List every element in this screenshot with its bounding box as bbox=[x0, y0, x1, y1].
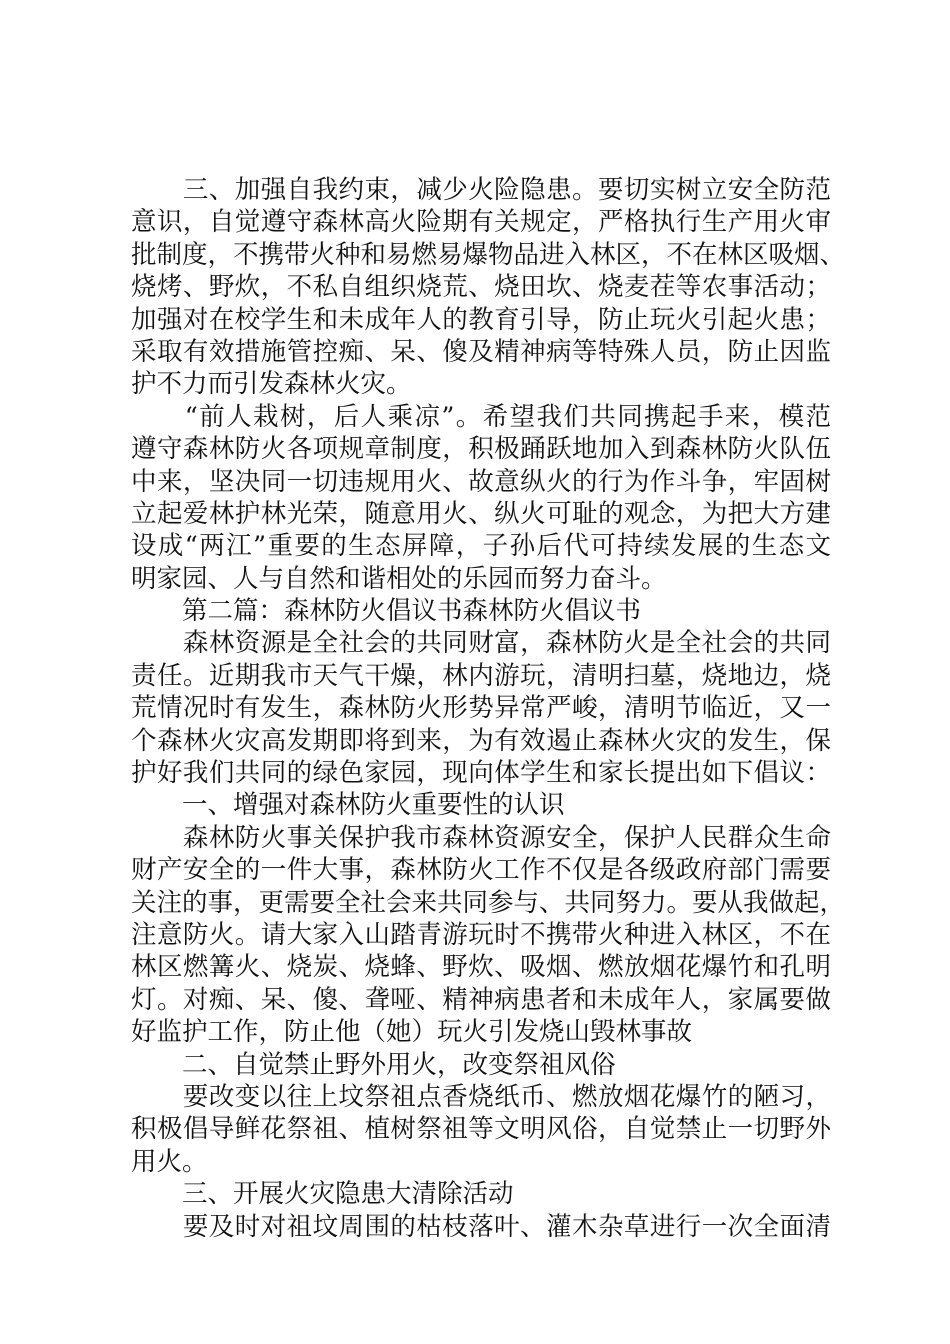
text-line: 个森林火灾高发期即将到来，为有效遏止森林火灾的发生，保 bbox=[131, 725, 831, 756]
text-line: 用火。 bbox=[131, 1146, 208, 1177]
text-line: 一、增强对森林防火重要性的认识 bbox=[131, 790, 565, 821]
text-line: 要改变以往上坟祭祖点香烧纸币、燃放烟花爆竹的陋习， bbox=[131, 1081, 831, 1112]
text-line: 二、自觉禁止野外用火，改变祭祖风俗 bbox=[131, 1049, 616, 1080]
text-line: 批制度，不携带火种和易燃易爆物品进入林区，不在林区吸烟、 bbox=[131, 239, 846, 270]
text-line: 护好我们共同的绿色家园，现向体学生和家长提出如下倡议： bbox=[131, 758, 831, 789]
text-line: 三、加强自我约束，减少火险隐患。要切实树立安全防范 bbox=[131, 175, 831, 205]
text-line: 遵守森林防火各项规章制度，积极踊跃地加入到森林防火队伍 bbox=[131, 434, 831, 465]
text-line: “前人栽树，后人乘凉”。希望我们共同携起手来，模范 bbox=[131, 401, 831, 432]
text-line: 森林资源是全社会的共同财富，森林防火是全社会的共同 bbox=[131, 628, 831, 659]
text-line: 财产安全的一件大事，森林防火工作不仅是各级政府部门需要 bbox=[131, 855, 831, 886]
text-line: 加强对在校学生和未成年人的教育引导，防止玩火引起火患； bbox=[131, 304, 831, 335]
text-line: 林区燃篝火、烧炭、烧蜂、野炊、吸烟、燃放烟花爆竹和孔明 bbox=[131, 952, 831, 983]
text-line: 荒情况时有发生，森林防火形势异常严峻，清明节临近，又一 bbox=[131, 693, 831, 724]
text-line: 设成“两江”重要的生态屏障，子孙后代可持续发展的生态文 bbox=[131, 531, 831, 562]
text-line: 注意防火。请大家入山踏青游玩时不携带火种进入林区，不在 bbox=[131, 919, 831, 950]
text-line: 明家园、人与自然和谐相处的乐园而努力奋斗。 bbox=[131, 563, 667, 594]
text-line: 森林防火事关保护我市森林资源安全，保护人民群众生命 bbox=[131, 822, 831, 853]
text-line: 烧烤、野炊，不私自组织烧荒、烧田坎、烧麦茬等农事活动； bbox=[131, 272, 831, 303]
document-body bbox=[131, 174, 846, 1243]
text-line: 中来，坚决同一切违规用火、故意纵火的行为作斗争，牢固树 bbox=[131, 466, 831, 497]
text-line: 第二篇：森林防火倡议书森林防火倡议书 bbox=[131, 596, 642, 627]
text-line: 关注的事，更需要全社会来共同参与、共同努力。要从我做起， bbox=[131, 887, 846, 918]
text-line: 立起爱林护林光荣，随意用火、纵火可耻的观念，为把大方建 bbox=[131, 498, 831, 529]
text-line: 意识，自觉遵守森林高火险期有关规定，严格执行生产用火审 bbox=[131, 207, 831, 238]
text-line: 灯。对痴、呆、傻、聋哑、精神病患者和未成年人，家属要做 bbox=[131, 984, 831, 1015]
text-line: 采取有效措施管控痴、呆、傻及精神病等特殊人员，防止因监 bbox=[131, 336, 831, 367]
text-line: 护不力而引发森林火灾。 bbox=[131, 369, 412, 400]
text-line: 好监护工作，防止他（她）玩火引发烧山毁林事故 bbox=[131, 1017, 693, 1048]
text-line: 三、开展火灾隐患大清除活动 bbox=[131, 1179, 514, 1210]
text-line: 要及时对祖坟周围的枯枝落叶、灌木杂草进行一次全面清 bbox=[131, 1211, 831, 1242]
text-line: 积极倡导鲜花祭祖、植树祭祖等文明风俗，自觉禁止一切野外 bbox=[131, 1114, 831, 1145]
text-line: 责任。近期我市天气干燥，林内游玩，清明扫墓，烧地边，烧 bbox=[131, 660, 831, 691]
